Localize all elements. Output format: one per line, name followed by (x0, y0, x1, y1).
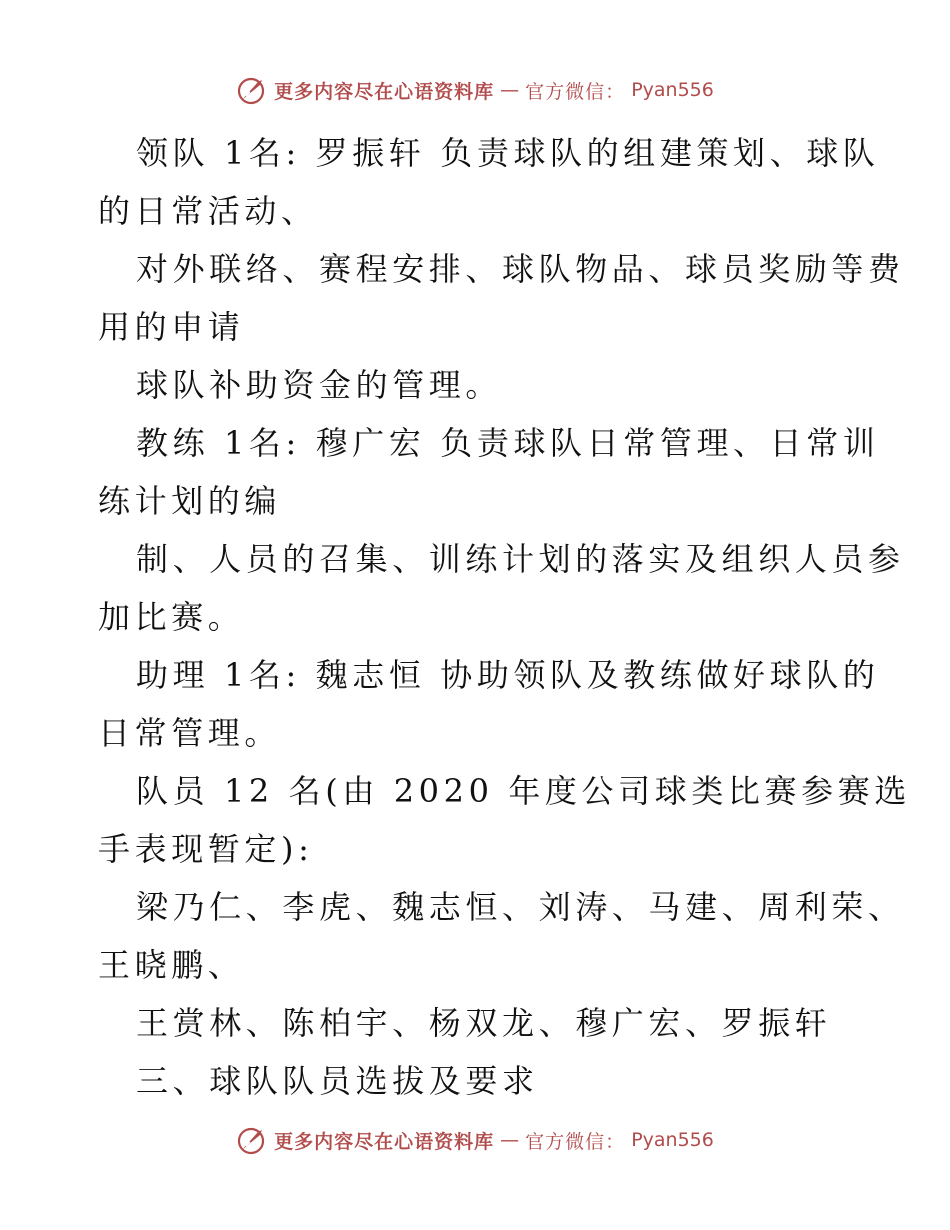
paragraph-line: 对外联络、赛程安排、球队物品、球员奖励等费 (136, 250, 905, 288)
watermark-wechat-label: 官方微信： (525, 1130, 626, 1153)
section-heading: 三、球队队员选拔及要求 (136, 1062, 539, 1100)
document-body (98, 124, 911, 1110)
watermark-text: 更多内容尽在心语资料库 (274, 1130, 495, 1153)
watermark-header (0, 72, 950, 108)
paragraph-line: 用的申请 (98, 308, 245, 346)
watermark-wechat-id: Pyan556 (631, 79, 714, 101)
paragraph-line: 王赏林、陈柏宇、杨双龙、穆广宏、罗振轩 (136, 1004, 832, 1042)
quill-logo-icon (236, 1124, 268, 1156)
watermark-wechat-label: 官方微信： (525, 80, 626, 103)
watermark-text: 更多内容尽在心语资料库 (274, 80, 495, 103)
paragraph-line: 日常管理。 (98, 714, 282, 752)
paragraph-line: 领队 1名: 罗振轩 负责球队的组建策划、球队 (136, 134, 880, 172)
watermark-dash: — (500, 1129, 520, 1151)
watermark-wechat-id: Pyan556 (631, 1129, 714, 1151)
paragraph-line: 梁乃仁、李虎、魏志恒、刘涛、马建、周利荣、 (136, 888, 905, 926)
paragraph-line: 助理 1名: 魏志恒 协助领队及教练做好球队的 (136, 656, 880, 694)
paragraph-line: 球队补助资金的管理。 (136, 366, 503, 404)
paragraph-line: 教练 1名: 穆广宏 负责球队日常管理、日常训 (136, 424, 880, 462)
paragraph-line: 加比赛。 (98, 598, 245, 636)
paragraph-line: 队员 12 名(由 2020 年度公司球类比赛参赛选 (136, 772, 911, 810)
paragraph-line: 手表现暂定): (98, 830, 314, 868)
quill-logo-icon (236, 74, 268, 106)
paragraph-line: 王晓鹏、 (98, 946, 245, 984)
watermark-dash: — (500, 79, 520, 101)
paragraph-line: 练计划的编 (98, 482, 282, 520)
paragraph-line: 制、人员的召集、训练计划的落实及组织人员参 (136, 540, 905, 578)
watermark-footer (0, 1122, 950, 1158)
paragraph-line: 的日常活动、 (98, 192, 318, 230)
